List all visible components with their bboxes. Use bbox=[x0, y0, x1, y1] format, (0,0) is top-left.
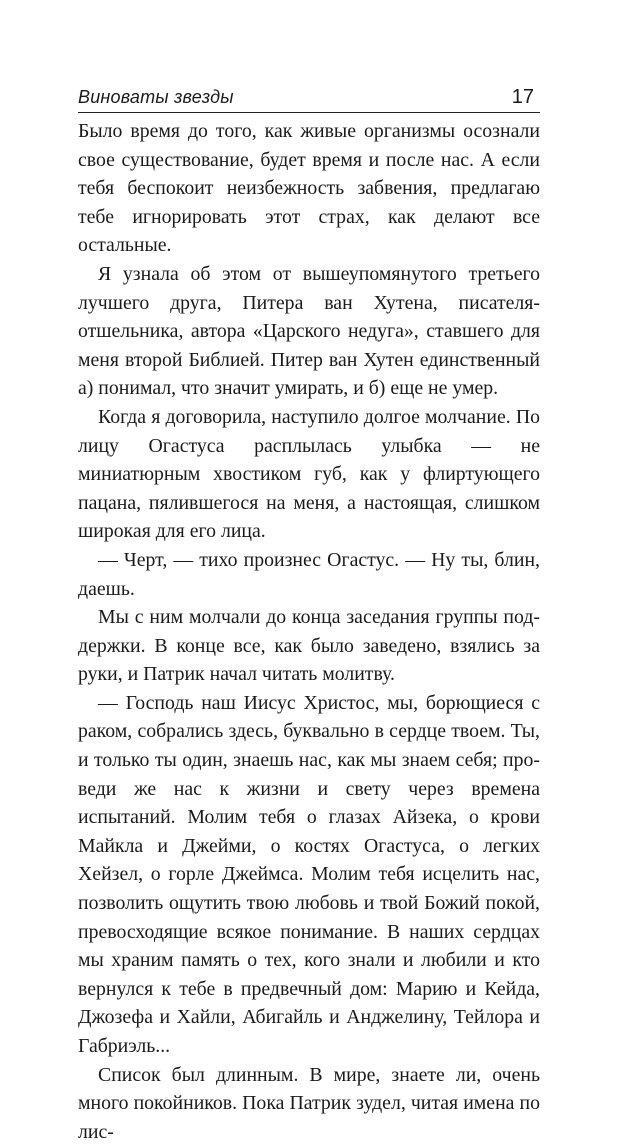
body-text bbox=[78, 117, 540, 1146]
paragraph: — Черт, — тихо произнес Огастус. — Ну ты, блин, даешь. bbox=[78, 548, 540, 600]
paragraph: — Господь наш Иисус Христос, мы, борющиеся с раком, собрались здесь, буквально в сердце твоем. Ты, и только ты один, знаешь нас, как мы знаем себя; проведи же нас к жизни и свету через времена испытаний. Молим тебя о глазах Айзека, о крови Майкла и Джейми, о костях Огастуса, о легких Хейзел, о горле Джеймса. Молим тебя исцелить нас, позволить ощутить твою любовь и твой Божий покой, превосходящие всякое понимание. В наших сердцах мы храним память о тех, кого знали и любили и кто вернулся к тебе в предвечный дом: Марию и Кейда, Джозефа и Хайли, Абигайль и Анджелину, Тейлора и Габриэль... bbox=[78, 691, 540, 1057]
paragraph: Список был длинным. В мире, знаете ли, очень много покойников. Пока Патрик зудел, читая имена по лис- bbox=[78, 1063, 540, 1143]
running-title: Виноваты звезды bbox=[78, 87, 234, 107]
page-header bbox=[78, 86, 540, 113]
paragraph: Я узнала об этом от вышеупомянутого третьего лучшего друга, Питера ван Хутена, писателя-отшельника, автора «Царского недуга», ставшего для меня второй Библией. Питер ван Хутен единственный а) понимал, что значит умирать, и б) еще не умер. bbox=[78, 262, 540, 400]
paragraph: Мы с ним молчали до конца заседания группы поддержки. В конце все, как было заведено, взялись за руки, и Патрик начал читать молитву. bbox=[78, 606, 540, 686]
paragraph: Когда я договорила, наступило долгое молчание. По лицу Огастуса расплылась улыбка — не миниатюрным хвостиком губ, как у флиртующего пацана, пялившегося на меня, а настоящая, слишком широкая для его лица. bbox=[78, 405, 540, 543]
page-number: 17 bbox=[511, 86, 534, 108]
paragraph: Было время до того, как живые организмы осознали свое существование, будет время и после нас. А если тебя беспокоит неизбежность забвения, предлагаю тебе игнорировать этот страх, как делают все остальные. bbox=[78, 120, 540, 257]
book-page bbox=[78, 86, 540, 1146]
